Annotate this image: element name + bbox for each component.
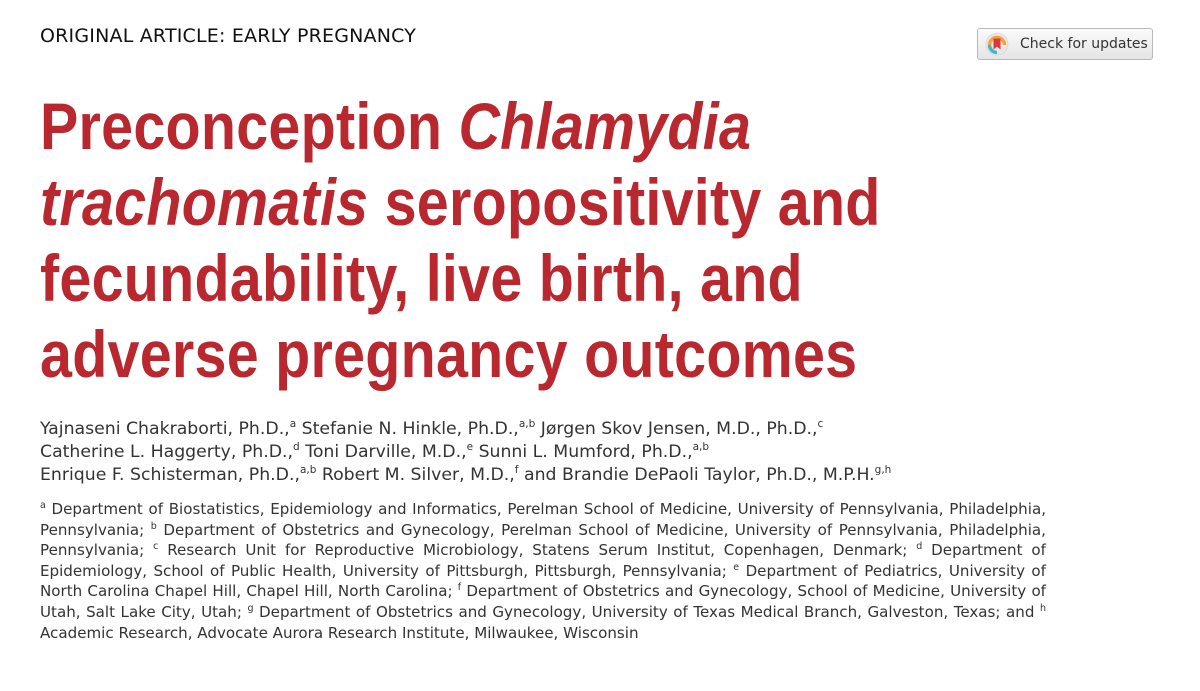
affiliation-text: Department of Obstetrics and Gynecology, Perelman School of Medicine, University of Pennsylvania, Philadelphia, Pennsylvania; [40, 520, 1046, 560]
article-title [40, 88, 1023, 392]
author-affil-sup: a,b [518, 418, 536, 430]
affiliation-text: Research Unit for Reproductive Microbiology, Statens Serum Institut, Copenhagen, Denmark; [167, 541, 908, 560]
author-line [40, 441, 1050, 464]
affiliation-text: Department of Obstetrics and Gynecology, School of Medicine, University of Utah, Salt Lake City, Utah; [40, 582, 1046, 621]
author-line [40, 418, 1050, 441]
affiliation-text: Department of Epidemiology, School of Public Health, University of Pittsburgh, Pittsburgh, Pennsylvania; [40, 541, 1046, 580]
affil-sup: e [733, 561, 740, 573]
affiliation-text: Department of Pediatrics, University of North Carolina Chapel Hill, Chapel Hill, North Carolina; [40, 561, 1046, 601]
author-affil-sup: f [514, 464, 519, 476]
author-affil-sup: a,b [692, 441, 710, 453]
crossmark-icon [985, 32, 1009, 56]
author-affil-sup: g,h [874, 464, 892, 476]
author-name: Jørgen Skov Jensen, M.D., Ph.D., [540, 419, 818, 439]
affiliation-text: Department of Obstetrics and Gynecology, University of Texas Medical Branch, Galveston, Texas; and [259, 602, 1035, 621]
author-line [40, 464, 1050, 487]
section-label: ORIGINAL ARTICLE: EARLY PREGNANCY [40, 25, 417, 47]
author-affil-sup: e [466, 441, 474, 453]
affiliation-text: Academic Research, Advocate Aurora Research Institute, Milwaukee, Wisconsin [40, 623, 639, 642]
affiliation-text: Department of Biostatistics, Epidemiology and Informatics, Perelman School of Medicine, University of Pennsylvania, Philadelphia, Pennsylvania; [40, 500, 1046, 539]
author-name: Enrique F. Schisterman, Ph.D., [40, 465, 300, 485]
check-for-updates-label: Check for updates [1020, 36, 1148, 52]
author-affil-sup: d [293, 441, 300, 453]
affil-sup: h [1039, 602, 1046, 614]
title-species-italic: Chlamydia trachomatis [40, 89, 752, 239]
affil-sup: f [457, 582, 462, 594]
author-affil-sup: a,b [299, 464, 317, 476]
author-name: Sunni L. Mumford, Ph.D., [478, 442, 693, 462]
title-part-2: seropositivity and fecundability, live birth, and adverse pregnancy outcomes [40, 165, 881, 391]
affil-sup: c [153, 541, 159, 553]
affil-sup: g [247, 602, 254, 614]
author-list [40, 418, 1050, 487]
affil-sup: d [916, 541, 923, 553]
author-affil-sup: a [289, 418, 297, 430]
title-part-1: Preconception [40, 89, 459, 163]
author-name: Toni Darville, M.D., [305, 442, 467, 462]
affil-sup: b [150, 520, 157, 532]
author-affil-sup: c [817, 418, 824, 430]
affil-sup: a [40, 500, 46, 511]
author-name: Stefanie N. Hinkle, Ph.D., [301, 419, 519, 439]
author-name: Robert M. Silver, M.D., [321, 465, 515, 485]
check-for-updates-button[interactable] [977, 28, 1153, 60]
affiliations [40, 499, 1046, 643]
author-name: Catherine L. Haggerty, Ph.D., [40, 442, 294, 462]
author-name: Yajnaseni Chakraborti, Ph.D., [40, 419, 290, 439]
author-name: and Brandie DePaoli Taylor, Ph.D., M.P.H. [523, 465, 875, 485]
